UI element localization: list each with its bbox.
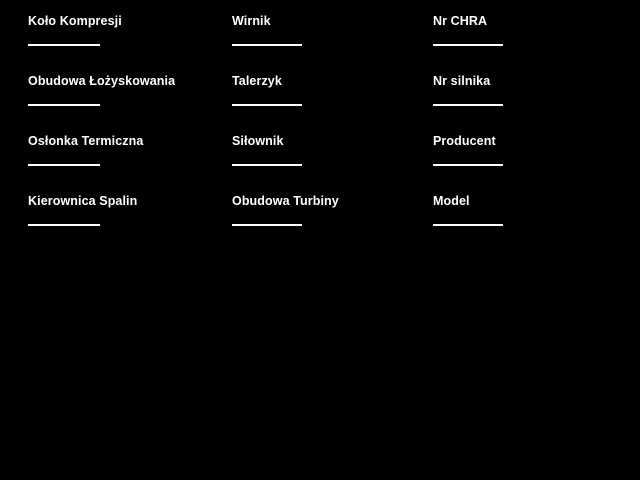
field-label: Wirnik — [232, 14, 271, 28]
field-talerzyk — [202, 74, 402, 134]
field-nr-silnika — [402, 74, 602, 134]
field-wirnik — [202, 14, 402, 74]
field-input-rule[interactable] — [28, 224, 100, 226]
field-label: Nr silnika — [433, 74, 491, 88]
field-input-rule[interactable] — [28, 164, 100, 166]
field-label: Siłownik — [232, 134, 284, 148]
field-obudowa-lozyskowania — [0, 74, 202, 134]
field-input-rule[interactable] — [433, 44, 503, 46]
field-input-rule[interactable] — [433, 224, 503, 226]
field-input-rule[interactable] — [232, 164, 302, 166]
field-nr-chra — [402, 14, 602, 74]
field-kolo-kompresji — [0, 14, 202, 74]
field-label: Obudowa Turbiny — [232, 194, 339, 208]
field-kierownica-spalin — [0, 194, 202, 254]
field-input-rule[interactable] — [232, 224, 302, 226]
field-input-rule[interactable] — [232, 44, 302, 46]
field-label: Koło Kompresji — [28, 14, 122, 28]
field-label: Obudowa Łożyskowania — [28, 74, 176, 88]
field-label: Nr CHRA — [433, 14, 488, 28]
field-label: Talerzyk — [232, 74, 282, 88]
field-label: Producent — [433, 134, 496, 148]
field-label: Kierownica Spalin — [28, 194, 138, 208]
field-label: Osłonka Termiczna — [28, 134, 144, 148]
field-model — [402, 194, 602, 254]
field-label: Model — [433, 194, 470, 208]
field-obudowa-turbiny — [202, 194, 402, 254]
field-input-rule[interactable] — [28, 104, 100, 106]
field-silownik — [202, 134, 402, 194]
field-input-rule[interactable] — [232, 104, 302, 106]
field-input-rule[interactable] — [28, 44, 100, 46]
field-oslonka-termiczna — [0, 134, 202, 194]
field-input-rule[interactable] — [433, 104, 503, 106]
field-producent — [402, 134, 602, 194]
field-input-rule[interactable] — [433, 164, 503, 166]
